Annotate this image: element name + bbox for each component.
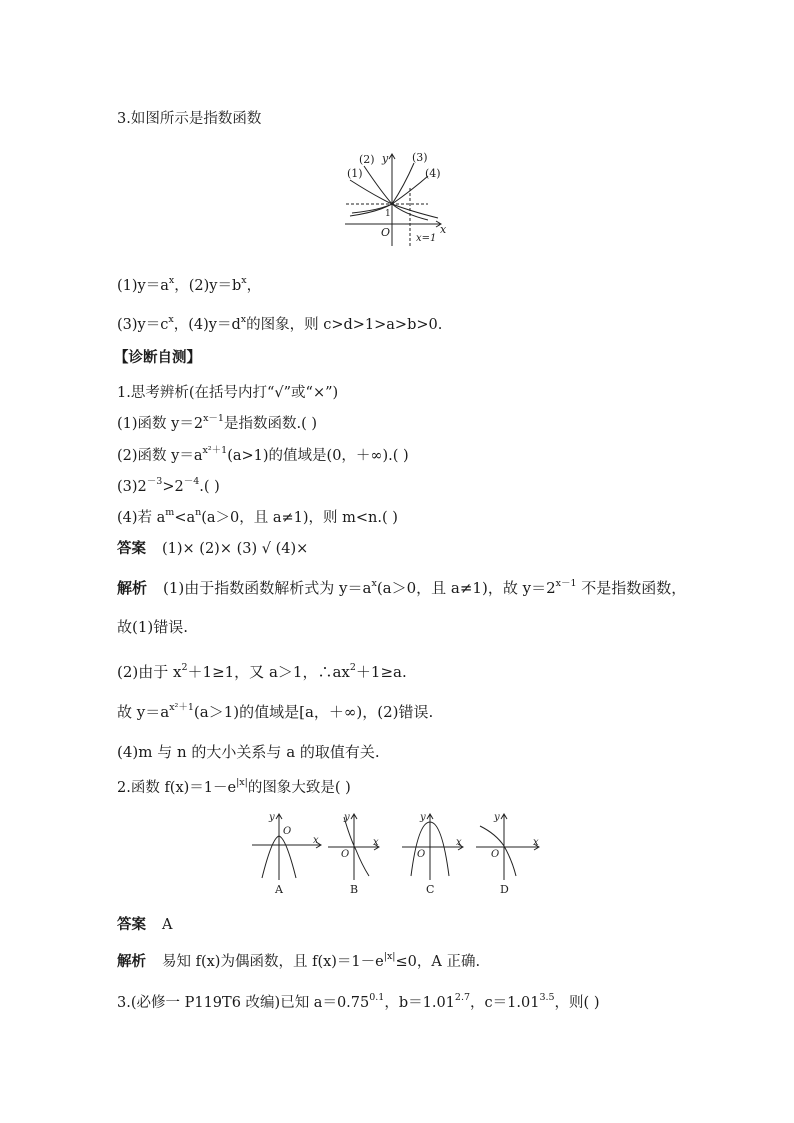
curve-3	[350, 163, 414, 216]
optD-y-arrow	[501, 814, 507, 819]
option-label-C: C	[426, 883, 435, 896]
p1-item-1: (1)函数 $y=2^{x-1}$是指数函数.( )	[117, 413, 318, 432]
p1-item-2: (2)函数 $y=a^{x^2+1}(a>1)$的值域是(0，＋∞).( )	[117, 445, 409, 464]
fig1-x-arrow	[436, 221, 441, 227]
answer-text: (1)× (2)× (3) √ (4)×	[162, 541, 309, 557]
p3-title: 3.(必修一 P119T6 改编)已知 $a=0.75^{0.1}$，$b=1.01^{2.7}$，$c=1.01^{3.5}$，则( )	[117, 992, 600, 1011]
optD-curve	[480, 826, 516, 876]
fig1-label-2: (2)	[359, 153, 375, 166]
option-label-A: A	[275, 883, 283, 896]
curve-1	[350, 180, 438, 218]
p2-title: 2.函数 $f(x)=1-e^{|x|}$的图象大致是( )	[117, 777, 351, 796]
p2-answer-text: A	[162, 917, 173, 933]
optD-origin: O	[491, 849, 500, 860]
p1-title: 1.思考辨析(在括号内打“√”或“×”)	[117, 385, 339, 401]
optD-x-arrow	[534, 844, 539, 850]
option-label-B: B	[350, 883, 359, 896]
fig1-one: 1	[385, 209, 391, 219]
curve-4	[352, 176, 428, 213]
optA-origin: O	[283, 826, 292, 837]
optB-origin: O	[341, 849, 350, 860]
optC-y-arrow	[427, 814, 433, 819]
optA-y-arrow	[276, 814, 282, 819]
optC-axis-y: y	[420, 812, 426, 823]
optC-curve	[411, 822, 449, 876]
optC-x-arrow	[458, 844, 463, 850]
optB-curve	[344, 817, 369, 876]
q3-line-1: $(1)y=a^x$，$(2)y=b^x$，	[117, 275, 262, 294]
answer-label: 答案	[117, 540, 146, 557]
analysis-label: 解析	[117, 579, 148, 597]
p2-answer	[117, 915, 172, 935]
fig1-axis-y: y	[382, 152, 389, 165]
p1-analysis-2b: 故 $y=a^{x^2+1}(a>1)$的值域是[a，＋∞)，(2)错误.	[117, 702, 434, 721]
optA-curve	[262, 836, 296, 878]
p1-analysis-1: 解析 (1)由于指数函数解析式为 $y=a^x(a>0$，且 a≠1)，故 $y=2^{x-1}$ 不是指数函数，	[117, 578, 687, 597]
optD-axis-y: y	[494, 812, 500, 823]
p1-item-4: (4)若 $a^m<a^n(a>0$，且 a≠1)，则 m<n.( )	[117, 507, 398, 526]
optA-x-arrow	[316, 842, 321, 848]
p1-analysis-1-cont: 故(1)错误.	[117, 618, 189, 636]
p2-analysis: 解析 易知 f(x)为偶函数，且 $f(x)=1-e^{|x|}\le 0$，A 正确.	[117, 951, 481, 970]
p2-answer-label: 答案	[117, 916, 146, 933]
optB-axis-y: y	[344, 812, 350, 823]
optB-axis-x: x	[373, 837, 379, 848]
fig1-label-4: (4)	[425, 167, 441, 180]
option-label-D: D	[500, 883, 509, 896]
p1-analysis-2: (2)由于 $x^2+1\ge 1$，又 a＞1，$\therefore ax^2+1\ge a$.	[117, 662, 407, 681]
optB-x-arrow	[374, 844, 379, 850]
optC-axis-x: x	[456, 837, 462, 848]
optA-axis-y: y	[269, 812, 275, 823]
curve-2	[364, 166, 428, 220]
q3-line-2: $(3)y=c^x$，$(4)y=d^x$的图象，则 c>d>1>a>b>0.	[117, 314, 443, 333]
fig1-axis-x: x	[440, 223, 447, 236]
optB-y-arrow	[351, 814, 357, 819]
section-heading: 【诊断自测】	[114, 349, 201, 366]
p2-analysis-label: 解析	[117, 953, 146, 970]
fig1-label-3: (3)	[412, 151, 428, 164]
fig1-label-1: (1)	[347, 167, 363, 180]
fig1-y-arrow	[389, 154, 395, 159]
fig1-x-equals-1: x=1	[416, 233, 437, 244]
optA-axis-x: x	[313, 835, 319, 846]
p1-answer	[117, 539, 308, 559]
p1-analysis-4: (4)m 与 n 的大小关系与 a 的取值有关.	[117, 743, 380, 761]
q3-title: 3.如图所示是指数函数	[117, 111, 262, 127]
p1-item-3: $(3)2^{-3}>2^{-4}$.( )	[117, 476, 220, 495]
fig1-origin: O	[381, 226, 391, 239]
optC-origin: O	[417, 849, 426, 860]
optD-axis-x: x	[533, 837, 539, 848]
